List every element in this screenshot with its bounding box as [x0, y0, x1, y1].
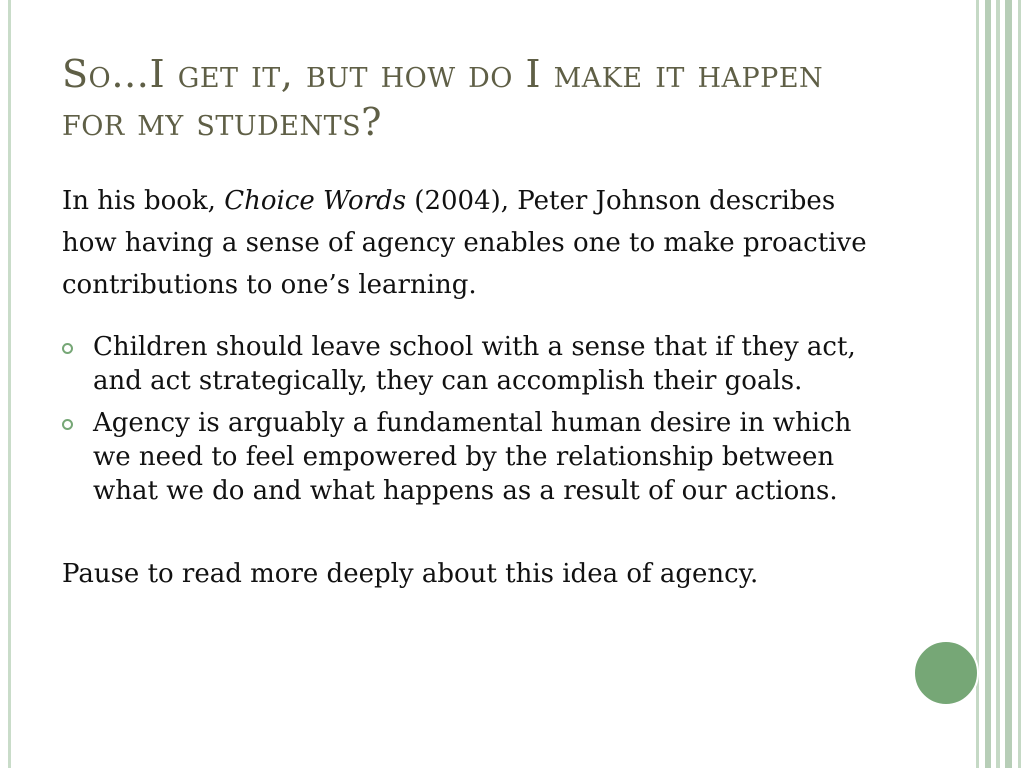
right-decorative-stripes [972, 0, 1024, 768]
accent-circle [913, 640, 979, 706]
list-item [62, 406, 882, 508]
bullet-circle-icon [62, 343, 73, 354]
bullet-text: Children should leave school with a sense that if they act, and act strategically, they can accomplish their goals. [93, 332, 856, 396]
bullet-circle-icon [62, 419, 73, 430]
left-border-rule [8, 0, 11, 768]
closing-paragraph: Pause to read more deeply about this idea of agency. [62, 559, 759, 589]
intro-text-after: (2004), Peter Johnson describes how having a sense of agency enables one to make proactive contributions to one’s learning. [62, 186, 867, 300]
stripe [996, 0, 1000, 768]
slide-body [62, 180, 882, 592]
intro-paragraph [62, 180, 882, 306]
intro-text-before: In his book, [62, 186, 225, 216]
bullet-list [62, 330, 882, 508]
stripe [985, 0, 991, 768]
slide-title: So…I get it, but how do I make it happen for my students? [62, 52, 824, 144]
stripe [976, 0, 979, 768]
stripe [1005, 0, 1012, 768]
bullet-text: Agency is arguably a fundamental human desire in which we need to feel empowered by the relationship between what we do and what happens as a result of our actions. [93, 408, 852, 506]
stripe [1018, 0, 1021, 768]
list-item [62, 330, 882, 398]
book-title: Choice Words [224, 186, 407, 216]
